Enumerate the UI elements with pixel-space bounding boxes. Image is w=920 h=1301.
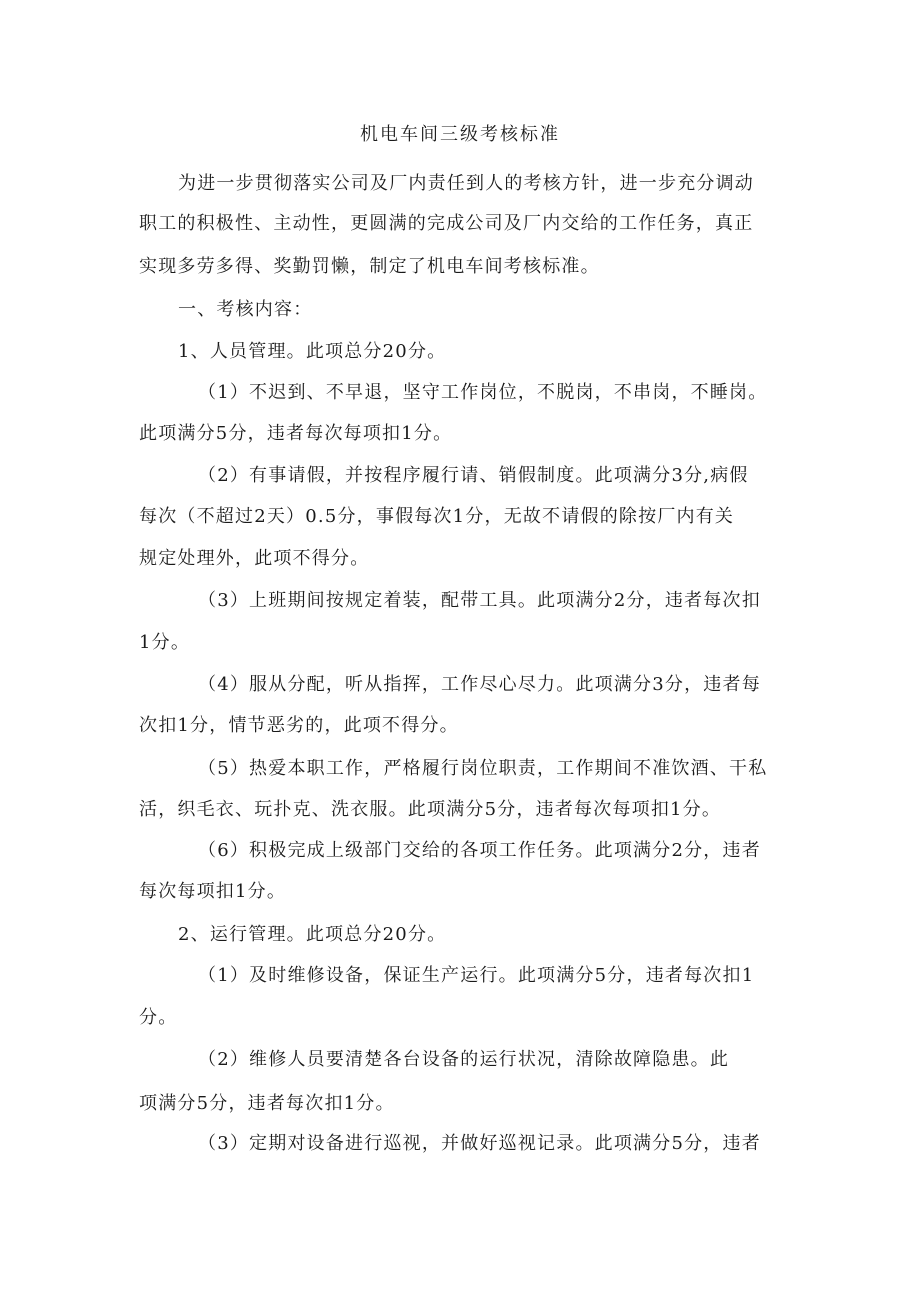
- list-item-line: （5）热爱本职工作，严格履行岗位职责，工作期间不准饮酒、干私: [198, 758, 768, 779]
- paragraph-line: 实现多劳多得、奖勤罚懒，制定了机电车间考核标准。: [139, 256, 600, 277]
- subsection-heading: 2、运行管理。此项总分20分。: [178, 924, 447, 945]
- list-item-line: （1）及时维修设备，保证生产运行。此项满分5分，违者每次扣1: [198, 965, 755, 986]
- list-item-line: 分。: [139, 1007, 178, 1028]
- paragraph-line: 为进一步贯彻落实公司及厂内责任到人的考核方针，进一步充分调动: [178, 173, 754, 194]
- list-item-line: 活，织毛衣、玩扑克、洗衣服。此项满分5分，违者每次每项扣1分。: [139, 799, 722, 820]
- list-item-line: 项满分5分，违者每次扣1分。: [139, 1093, 395, 1114]
- document-title: 机电车间三级考核标准: [360, 124, 560, 145]
- list-item-line: 每次（不超过2天）0.5分，事假每次1分，无故不请假的除按厂内有关: [139, 506, 735, 527]
- list-item-line: 每次每项扣1分。: [139, 881, 287, 902]
- list-item-line: （3）上班期间按规定着装，配带工具。此项满分2分，违者每次扣: [198, 590, 761, 611]
- list-item-line: 次扣1分，情节恶劣的，此项不得分。: [139, 715, 459, 736]
- list-item-line: （2）有事请假，并按程序履行请、销假制度。此项满分3分,病假: [198, 465, 749, 486]
- section-heading: 一、考核内容：: [178, 299, 313, 320]
- list-item-line: （2）维修人员要清楚各台设备的运行状况，清除故障隐患。此: [198, 1049, 730, 1070]
- list-item-line: （1）不迟到、不早退，坚守工作岗位，不脱岗，不串岗，不睡岗。: [198, 382, 768, 403]
- list-item-line: （4）服从分配，听从指挥，工作尽心尽力。此项满分3分，违者每: [198, 674, 761, 695]
- list-item-line: 1分。: [139, 632, 191, 653]
- list-item-line: 此项满分5分，违者每次每项扣1分。: [139, 423, 453, 444]
- subsection-heading: 1、人员管理。此项总分20分。: [178, 341, 447, 362]
- list-item-line: （6）积极完成上级部门交给的各项工作任务。此项满分2分，违者: [198, 840, 761, 861]
- list-item-line: （3）定期对设备进行巡视，并做好巡视记录。此项满分5分，违者: [198, 1133, 761, 1154]
- paragraph-line: 职工的积极性、主动性，更圆满的完成公司及厂内交给的工作任务，真正: [139, 213, 754, 234]
- list-item-line: 规定处理外，此项不得分。: [139, 548, 370, 569]
